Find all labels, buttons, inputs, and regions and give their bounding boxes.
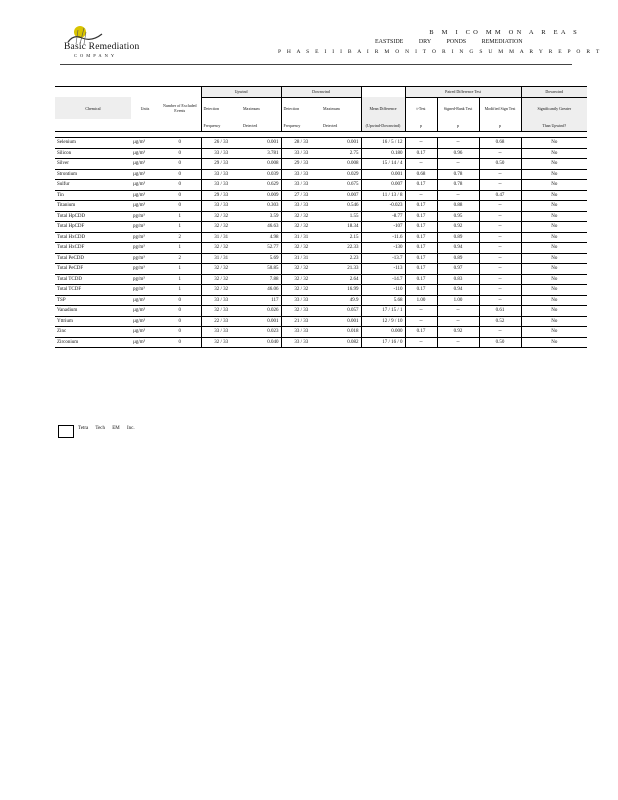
- note-icon: [58, 425, 74, 438]
- cell-sig: No: [521, 295, 587, 306]
- cell-df: 31 / 31: [281, 253, 321, 264]
- table-row: [55, 180, 587, 191]
- col-group-paired: Paired Difference Test: [405, 87, 521, 98]
- cell-sig: No: [521, 159, 587, 170]
- cell-s: 0.97: [437, 264, 479, 275]
- cell-um: 52.77: [241, 243, 281, 254]
- cell-sig: No: [521, 180, 587, 191]
- cell-df: 33 / 33: [281, 327, 321, 338]
- table-row: [55, 253, 587, 264]
- cell-ex: 0: [159, 201, 201, 212]
- cell-unit: µg/m³: [131, 190, 159, 201]
- cell-ex: 0: [159, 169, 201, 180]
- cell-md: -8.77: [361, 211, 405, 222]
- cell-unit: pg/m³: [131, 285, 159, 296]
- header-rule: [60, 64, 572, 65]
- cell-md: -13.7: [361, 253, 405, 264]
- cell-df: 33 / 33: [281, 201, 321, 212]
- cell-df: 33 / 33: [281, 169, 321, 180]
- table-row: [55, 169, 587, 180]
- cell-dm: 0.001: [321, 316, 361, 327]
- cell-ex: 0: [159, 159, 201, 170]
- cell-s: 0.94: [437, 285, 479, 296]
- cell-sig: No: [521, 337, 587, 348]
- cell-m: --: [479, 264, 521, 275]
- cell-sig: No: [521, 243, 587, 254]
- cell-t: 0.17: [405, 222, 437, 233]
- col-signed-rank: Signed-Rank Test: [437, 97, 479, 119]
- cell-uf: 32 / 32: [201, 285, 241, 296]
- cell-df: 21 / 33: [281, 316, 321, 327]
- cell-ex: 2: [159, 232, 201, 243]
- cell-md: 12 / 9 / 10: [361, 316, 405, 327]
- report-header-line1: B M I CO MM ON A R EA S: [429, 29, 580, 36]
- cell-md: 0.001: [361, 169, 405, 180]
- cell-m: --: [479, 180, 521, 191]
- cell-unit: pg/m³: [131, 243, 159, 254]
- cell-md: -113: [361, 264, 405, 275]
- cell-md: -14.7: [361, 274, 405, 285]
- cell-uf: 32 / 32: [201, 243, 241, 254]
- cell-md: 11 / 13 / 8: [361, 190, 405, 201]
- table-row: [55, 285, 587, 296]
- cell-um: 0.026: [241, 306, 281, 317]
- cell-ex: 1: [159, 222, 201, 233]
- col-signed-p: p: [437, 119, 479, 132]
- table-row: [55, 264, 587, 275]
- cell-um: 5.69: [241, 253, 281, 264]
- cell-t: 0.17: [405, 327, 437, 338]
- cell-uf: 33 / 33: [201, 180, 241, 191]
- cell-md: 5.68: [361, 295, 405, 306]
- cell-df: 27 / 33: [281, 190, 321, 201]
- cell-s: 0.83: [437, 274, 479, 285]
- cell-dm: 0.082: [321, 337, 361, 348]
- col-group-upwind: Upwind: [201, 87, 281, 98]
- cell-s: 0.78: [437, 169, 479, 180]
- cell-df: 32 / 32: [281, 211, 321, 222]
- cell-chem: Total HxCDF: [55, 243, 131, 254]
- cell-t: 0.17: [405, 285, 437, 296]
- cell-t: 0.17: [405, 243, 437, 254]
- cell-dm: 0.675: [321, 180, 361, 191]
- cell-m: --: [479, 222, 521, 233]
- cell-dm: 22.33: [321, 243, 361, 254]
- cell-uf: 33 / 33: [201, 169, 241, 180]
- cell-um: 3.59: [241, 211, 281, 222]
- cell-ex: 0: [159, 316, 201, 327]
- cell-unit: µg/m³: [131, 327, 159, 338]
- cell-s: 0.89: [437, 253, 479, 264]
- cell-dm: 0.008: [321, 159, 361, 170]
- cell-md: -110: [361, 285, 405, 296]
- table-row: [55, 232, 587, 243]
- cell-um: 0.009: [241, 190, 281, 201]
- cell-md: -130: [361, 243, 405, 254]
- col-mean-difference-sub: (Upwind-Downwind): [361, 119, 405, 132]
- cell-chem: Zinc: [55, 327, 131, 338]
- cell-md: 0.007: [361, 180, 405, 191]
- cell-ex: 2: [159, 253, 201, 264]
- table-row: [55, 211, 587, 222]
- cell-uf: 32 / 32: [201, 222, 241, 233]
- table-row: [55, 243, 587, 254]
- col-group-downwind2: Downwind: [521, 87, 587, 98]
- cell-dm: 0.007: [321, 190, 361, 201]
- cell-sig: No: [521, 222, 587, 233]
- cell-chem: Total TCDD: [55, 274, 131, 285]
- cell-um: 0.001: [241, 138, 281, 149]
- cell-uf: 26 / 33: [201, 138, 241, 149]
- cell-t: --: [405, 316, 437, 327]
- cell-s: 0.78: [437, 180, 479, 191]
- report-header-line2: EASTSIDE DRY PONDS REMEDIATION: [375, 39, 523, 45]
- cell-ex: 0: [159, 327, 201, 338]
- cell-m: --: [479, 253, 521, 264]
- table-row: [55, 295, 587, 306]
- report-header-line3: P H A S E I I I B A I R M O N I T O R I N G S U M M A R Y R E P O R T: [278, 49, 602, 55]
- cell-uf: 33 / 33: [201, 295, 241, 306]
- cell-ex: 0: [159, 306, 201, 317]
- cell-sig: No: [521, 148, 587, 159]
- cell-sig: No: [521, 201, 587, 212]
- cell-s: 0.92: [437, 222, 479, 233]
- cell-unit: µg/m³: [131, 148, 159, 159]
- cell-df: 32 / 32: [281, 285, 321, 296]
- cell-um: 0.023: [241, 327, 281, 338]
- cell-unit: pg/m³: [131, 211, 159, 222]
- col-modified-sign: Modified Sign Test: [479, 97, 521, 119]
- cell-t: 0.17: [405, 211, 437, 222]
- cell-df: 31 / 31: [281, 232, 321, 243]
- cell-chem: Sulfur: [55, 180, 131, 191]
- cell-chem: Selenium: [55, 138, 131, 149]
- cell-sig: No: [521, 274, 587, 285]
- cell-unit: µg/m³: [131, 138, 159, 149]
- cell-t: --: [405, 138, 437, 149]
- cell-ex: 0: [159, 148, 201, 159]
- cell-m: --: [479, 148, 521, 159]
- cell-sig: No: [521, 211, 587, 222]
- cell-s: --: [437, 316, 479, 327]
- cell-df: 32 / 32: [281, 243, 321, 254]
- table-row: [55, 138, 587, 149]
- cell-um: 4.98: [241, 232, 281, 243]
- cell-unit: µg/m³: [131, 180, 159, 191]
- cell-t: 0.17: [405, 253, 437, 264]
- cell-dm: 1.55: [321, 211, 361, 222]
- cell-ex: 0: [159, 295, 201, 306]
- table-row: [55, 148, 587, 159]
- cell-t: 0.17: [405, 148, 437, 159]
- cell-uf: 32 / 33: [201, 306, 241, 317]
- col-than-upwind: Than Upwind?: [521, 119, 587, 132]
- cell-t: 0.17: [405, 180, 437, 191]
- cell-sig: No: [521, 169, 587, 180]
- cell-m: --: [479, 327, 521, 338]
- cell-m: --: [479, 232, 521, 243]
- cell-uf: 33 / 33: [201, 327, 241, 338]
- cell-s: 0.89: [437, 232, 479, 243]
- cell-s: 1.00: [437, 295, 479, 306]
- cell-unit: µg/m³: [131, 306, 159, 317]
- cell-um: 0.040: [241, 337, 281, 348]
- cell-m: --: [479, 243, 521, 254]
- cell-s: 0.96: [437, 148, 479, 159]
- cell-um: 46.06: [241, 285, 281, 296]
- table-row: [55, 274, 587, 285]
- cell-unit: pg/m³: [131, 222, 159, 233]
- cell-uf: 31 / 31: [201, 253, 241, 264]
- col-modified-p: p: [479, 119, 521, 132]
- cell-md: 15 / 14 / 4: [361, 159, 405, 170]
- table-row: [55, 306, 587, 317]
- cell-df: 33 / 33: [281, 337, 321, 348]
- cell-t: --: [405, 306, 437, 317]
- col-dn-frequency: Frequency: [281, 119, 321, 132]
- table-row: [55, 222, 587, 233]
- cell-chem: Titanium: [55, 201, 131, 212]
- cell-uf: 29 / 33: [201, 190, 241, 201]
- cell-m: 0.52: [479, 316, 521, 327]
- cell-sig: No: [521, 306, 587, 317]
- cell-df: 33 / 33: [281, 148, 321, 159]
- cell-chem: Total HpCDD: [55, 211, 131, 222]
- cell-t: 0.17: [405, 201, 437, 212]
- cell-df: 28 / 33: [281, 138, 321, 149]
- cell-m: --: [479, 295, 521, 306]
- cell-md: 0.000: [361, 327, 405, 338]
- cell-md: 17 / 16 / 0: [361, 337, 405, 348]
- cell-unit: µg/m³: [131, 169, 159, 180]
- cell-t: 0.17: [405, 264, 437, 275]
- cell-t: --: [405, 337, 437, 348]
- cell-m: --: [479, 274, 521, 285]
- cell-md: -11.6: [361, 232, 405, 243]
- cell-chem: Total HpCDF: [55, 222, 131, 233]
- cell-ex: 0: [159, 180, 201, 191]
- cell-m: --: [479, 169, 521, 180]
- cell-chem: Tin: [55, 190, 131, 201]
- col-mean-difference: Mean Difference: [361, 97, 405, 119]
- cell-ex: 0: [159, 337, 201, 348]
- table-row: [55, 190, 587, 201]
- cell-unit: µg/m³: [131, 159, 159, 170]
- cell-t: 0.68: [405, 169, 437, 180]
- cell-t: --: [405, 190, 437, 201]
- col-dn-detected: Detected: [321, 119, 361, 132]
- cell-df: 33 / 33: [281, 295, 321, 306]
- col-units: Units: [140, 105, 150, 111]
- table-row: [55, 337, 587, 348]
- cell-chem: Silver: [55, 159, 131, 170]
- cell-m: 0.47: [479, 190, 521, 201]
- cell-sig: No: [521, 232, 587, 243]
- cell-s: 0.95: [437, 211, 479, 222]
- cell-dm: 2.64: [321, 274, 361, 285]
- cell-uf: 32 / 33: [201, 337, 241, 348]
- col-dn-detection: Detection: [283, 105, 300, 111]
- table-row: [55, 159, 587, 170]
- cell-s: --: [437, 306, 479, 317]
- cell-df: 32 / 32: [281, 222, 321, 233]
- cell-t: --: [405, 159, 437, 170]
- col-significant: Significantly Greater: [521, 97, 587, 119]
- cell-ex: 0: [159, 138, 201, 149]
- footer-note: Tetra Tech EM Inc.: [78, 426, 135, 431]
- table-row: [55, 201, 587, 212]
- cell-unit: µg/m³: [131, 337, 159, 348]
- col-group-downwind: Downwind: [281, 87, 361, 98]
- col-up-maximum: Maximum: [241, 97, 281, 119]
- cell-ex: 1: [159, 243, 201, 254]
- cell-uf: 32 / 32: [201, 274, 241, 285]
- cell-dm: 0.018: [321, 327, 361, 338]
- cell-chem: Strontium: [55, 169, 131, 180]
- cell-unit: pg/m³: [131, 232, 159, 243]
- cell-um: 0.303: [241, 201, 281, 212]
- cell-m: 0.50: [479, 337, 521, 348]
- cell-chem: Total HxCDD: [55, 232, 131, 243]
- cell-dm: 2.75: [321, 148, 361, 159]
- cell-um: 0.008: [241, 159, 281, 170]
- cell-t: 1.00: [405, 295, 437, 306]
- cell-md: 0.180: [361, 148, 405, 159]
- cell-uf: 32 / 32: [201, 211, 241, 222]
- cell-s: --: [437, 190, 479, 201]
- cell-um: 0.629: [241, 180, 281, 191]
- cell-sig: No: [521, 316, 587, 327]
- cell-s: 0.92: [437, 327, 479, 338]
- table-row: [55, 327, 587, 338]
- cell-sig: No: [521, 327, 587, 338]
- cell-md: 17 / 15 / 1: [361, 306, 405, 317]
- cell-uf: 33 / 33: [201, 201, 241, 212]
- cell-m: --: [479, 201, 521, 212]
- cell-dm: 0.546: [321, 201, 361, 212]
- cell-chem: Vanadium: [55, 306, 131, 317]
- cell-s: --: [437, 337, 479, 348]
- col-dn-maximum: Maximum: [321, 97, 361, 119]
- table-row: [55, 316, 587, 327]
- cell-s: 0.88: [437, 201, 479, 212]
- col-up-detected: Detected: [241, 119, 281, 132]
- cell-sig: No: [521, 285, 587, 296]
- cell-ex: 1: [159, 274, 201, 285]
- cell-m: --: [479, 285, 521, 296]
- cell-sig: No: [521, 138, 587, 149]
- cell-dm: 2.23: [321, 253, 361, 264]
- cell-dm: 21.33: [321, 264, 361, 275]
- cell-ex: 0: [159, 190, 201, 201]
- cell-um: 3.781: [241, 148, 281, 159]
- col-ttest-p: p: [405, 119, 437, 132]
- col-excluded: Number of Excluded Events: [162, 103, 197, 113]
- logo-sub: COMPANY: [74, 53, 118, 58]
- cell-unit: pg/m³: [131, 253, 159, 264]
- cell-dm: 18.34: [321, 222, 361, 233]
- cell-chem: Yttrium: [55, 316, 131, 327]
- cell-chem: Total PeCDD: [55, 253, 131, 264]
- cell-df: 32 / 33: [281, 306, 321, 317]
- cell-uf: 31 / 31: [201, 232, 241, 243]
- cell-um: 117: [241, 295, 281, 306]
- cell-unit: pg/m³: [131, 274, 159, 285]
- cell-um: 46.63: [241, 222, 281, 233]
- cell-sig: No: [521, 190, 587, 201]
- cell-m: --: [479, 211, 521, 222]
- cell-unit: µg/m³: [131, 316, 159, 327]
- cell-sig: No: [521, 253, 587, 264]
- cell-unit: pg/m³: [131, 264, 159, 275]
- cell-uf: 32 / 32: [201, 264, 241, 275]
- cell-chem: TSP: [55, 295, 131, 306]
- cell-dm: 49.9: [321, 295, 361, 306]
- cell-m: 0.50: [479, 159, 521, 170]
- cell-sig: No: [521, 264, 587, 275]
- cell-um: 0.001: [241, 316, 281, 327]
- col-ttest: t-Test: [405, 97, 437, 119]
- cell-df: 33 / 33: [281, 180, 321, 191]
- cell-m: 0.61: [479, 306, 521, 317]
- cell-s: 0.94: [437, 243, 479, 254]
- cell-df: 32 / 32: [281, 264, 321, 275]
- cell-md: -107: [361, 222, 405, 233]
- cell-ex: 1: [159, 264, 201, 275]
- cell-chem: Zirconium: [55, 337, 131, 348]
- col-up-frequency: Frequency: [201, 119, 241, 132]
- cell-dm: 0.029: [321, 169, 361, 180]
- cell-dm: 0.057: [321, 306, 361, 317]
- cell-chem: Total TCDF: [55, 285, 131, 296]
- cell-df: 29 / 33: [281, 159, 321, 170]
- cell-dm: 2.15: [321, 232, 361, 243]
- cell-m: 0.68: [479, 138, 521, 149]
- cell-unit: µg/m³: [131, 201, 159, 212]
- col-chemical: Chemical: [55, 97, 131, 119]
- cell-um: 7.88: [241, 274, 281, 285]
- cell-uf: 22 / 33: [201, 316, 241, 327]
- logo-name: Basic Remediation: [64, 42, 140, 52]
- cell-s: --: [437, 159, 479, 170]
- cell-chem: Total PeCDF: [55, 264, 131, 275]
- air-monitoring-table: [55, 86, 587, 348]
- cell-uf: 33 / 33: [201, 148, 241, 159]
- cell-md: -0.023: [361, 201, 405, 212]
- cell-unit: µg/m³: [131, 295, 159, 306]
- cell-um: 0.039: [241, 169, 281, 180]
- cell-chem: Silicon: [55, 148, 131, 159]
- cell-um: 50.85: [241, 264, 281, 275]
- cell-ex: 1: [159, 285, 201, 296]
- cell-t: 0.17: [405, 274, 437, 285]
- cell-s: --: [437, 138, 479, 149]
- cell-t: 0.17: [405, 232, 437, 243]
- cell-dm: 0.001: [321, 138, 361, 149]
- cell-df: 32 / 32: [281, 274, 321, 285]
- cell-md: 16 / 5 / 12: [361, 138, 405, 149]
- cell-dm: 16.99: [321, 285, 361, 296]
- cell-ex: 1: [159, 211, 201, 222]
- col-up-detection: Detection: [201, 97, 241, 119]
- cell-uf: 29 / 33: [201, 159, 241, 170]
